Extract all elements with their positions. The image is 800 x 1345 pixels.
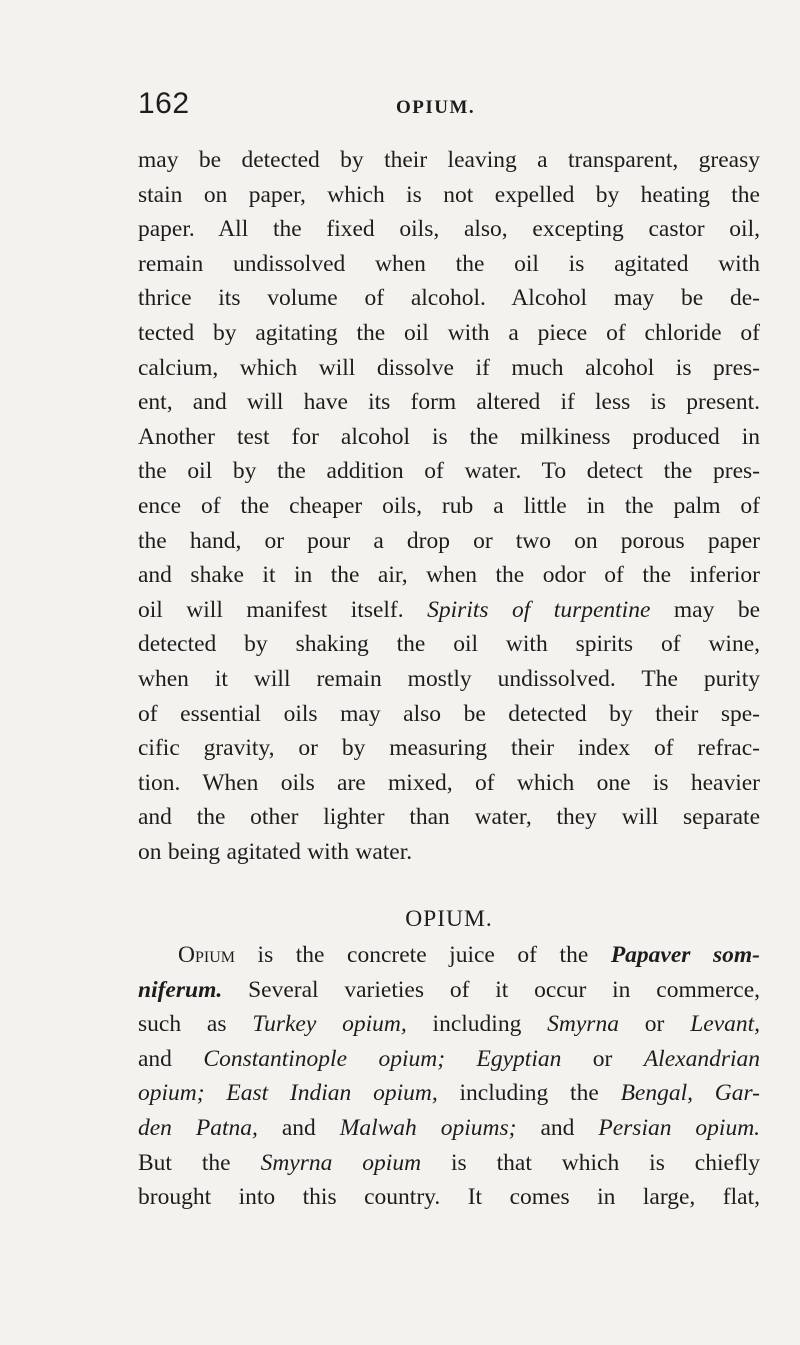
text-run: including [432,1011,522,1038]
italic-term: Alexandrian [643,1045,760,1072]
text-line: may be detected by their leaving a transparent, greasy [138,147,760,173]
italic-term: Persian opium. [598,1114,761,1141]
italic-term: opium; East Indian opium, [138,1080,438,1107]
italic-term: Papaver som- [610,942,760,968]
text-run: oil will manifest itself. [138,596,404,623]
text-line: paper. All the fixed oils, also, excepting castor oil, [138,216,760,243]
text-line: thrice its volume of alcohol. Alcohol may be de- [138,285,760,312]
smallcaps-term: Opium [178,942,235,968]
text-line [138,1076,760,1111]
text-run: including the [459,1080,599,1107]
italic-term: Malwah opiums; [339,1114,517,1141]
paragraph-oil-tests [138,143,760,869]
italic-term: den Patna, [138,1114,258,1141]
text-line: when it will remain mostly undissolved. The purity [138,665,760,692]
text-line: cific gravity, or by measuring their index of refrac- [138,735,760,762]
text-line: the hand, or pour a drop or two on porous paper [138,527,760,554]
text-line: tion. When oils are mixed, of which one is heavier [138,769,760,796]
italic-term: Bengal, Gar- [620,1080,761,1107]
text-line: and the other lighter than water, they will separate [138,804,760,831]
running-title: OPIUM. [396,97,476,118]
text-line: Another test for alcohol is the milkiness produced in [138,423,760,450]
italic-term: Turkey opium, [252,1011,407,1038]
text-run: is that which is chiefly [451,1149,761,1176]
running-head [138,84,760,124]
text-run: Several varieties of it occur in commerce, [248,976,760,1003]
text-line [138,1042,760,1077]
page-number: 162 [138,87,190,120]
text-line: on being agitated with water. [138,838,413,865]
section-heading: OPIUM. [405,906,493,932]
text-line: stain on paper, which is not expelled by heating the [138,181,760,208]
italic-term: niferum. [138,976,223,1003]
italic-term: Egyptian [476,1045,562,1072]
paragraph-opium [138,938,760,1215]
text-run: and [540,1114,575,1141]
text-line: detected by shaking the oil with spirits of wine, [138,631,760,658]
text-line: of essential oils may also be detected by their spe- [138,700,760,727]
text-line: tected by agitating the oil with a piece of chloride of [138,319,760,346]
text-run: and [138,1045,172,1072]
italic-term: Smyrna [547,1011,619,1038]
text-line: and shake it in the air, when the odor of the inferior [138,562,760,589]
text-run: or [644,1011,665,1038]
text-run: is the concrete juice of the [257,942,589,968]
text-line [138,593,760,628]
italic-term: Constantinople opium; [203,1045,446,1072]
text-line [138,1111,760,1146]
italic-term: Levant, [690,1011,761,1038]
text-run: But the [138,1149,231,1176]
text-line: brought into this country. It comes in large, flat, [138,1184,760,1211]
text-run: or [592,1045,613,1072]
text-line: the oil by the addition of water. To detect the pres- [138,458,760,485]
text-line [138,1146,760,1181]
italic-term: Smyrna opium [260,1149,422,1176]
text-line: ence of the cheaper oils, rub a little in the palm of [138,492,760,519]
text-run: may be [673,596,761,623]
text-run: such as [138,1011,227,1038]
text-line [138,973,760,1008]
text-line [138,938,760,973]
text-line: calcium, which will dissolve if much alcohol is pres- [138,354,760,381]
text-run: and [281,1114,316,1141]
text-line: remain undissolved when the oil is agitated with [138,250,760,277]
text-line: ent, and will have its form altered if less is present. [138,389,760,416]
italic-term: Spirits of turpentine [427,596,651,623]
text-line [138,1007,760,1042]
